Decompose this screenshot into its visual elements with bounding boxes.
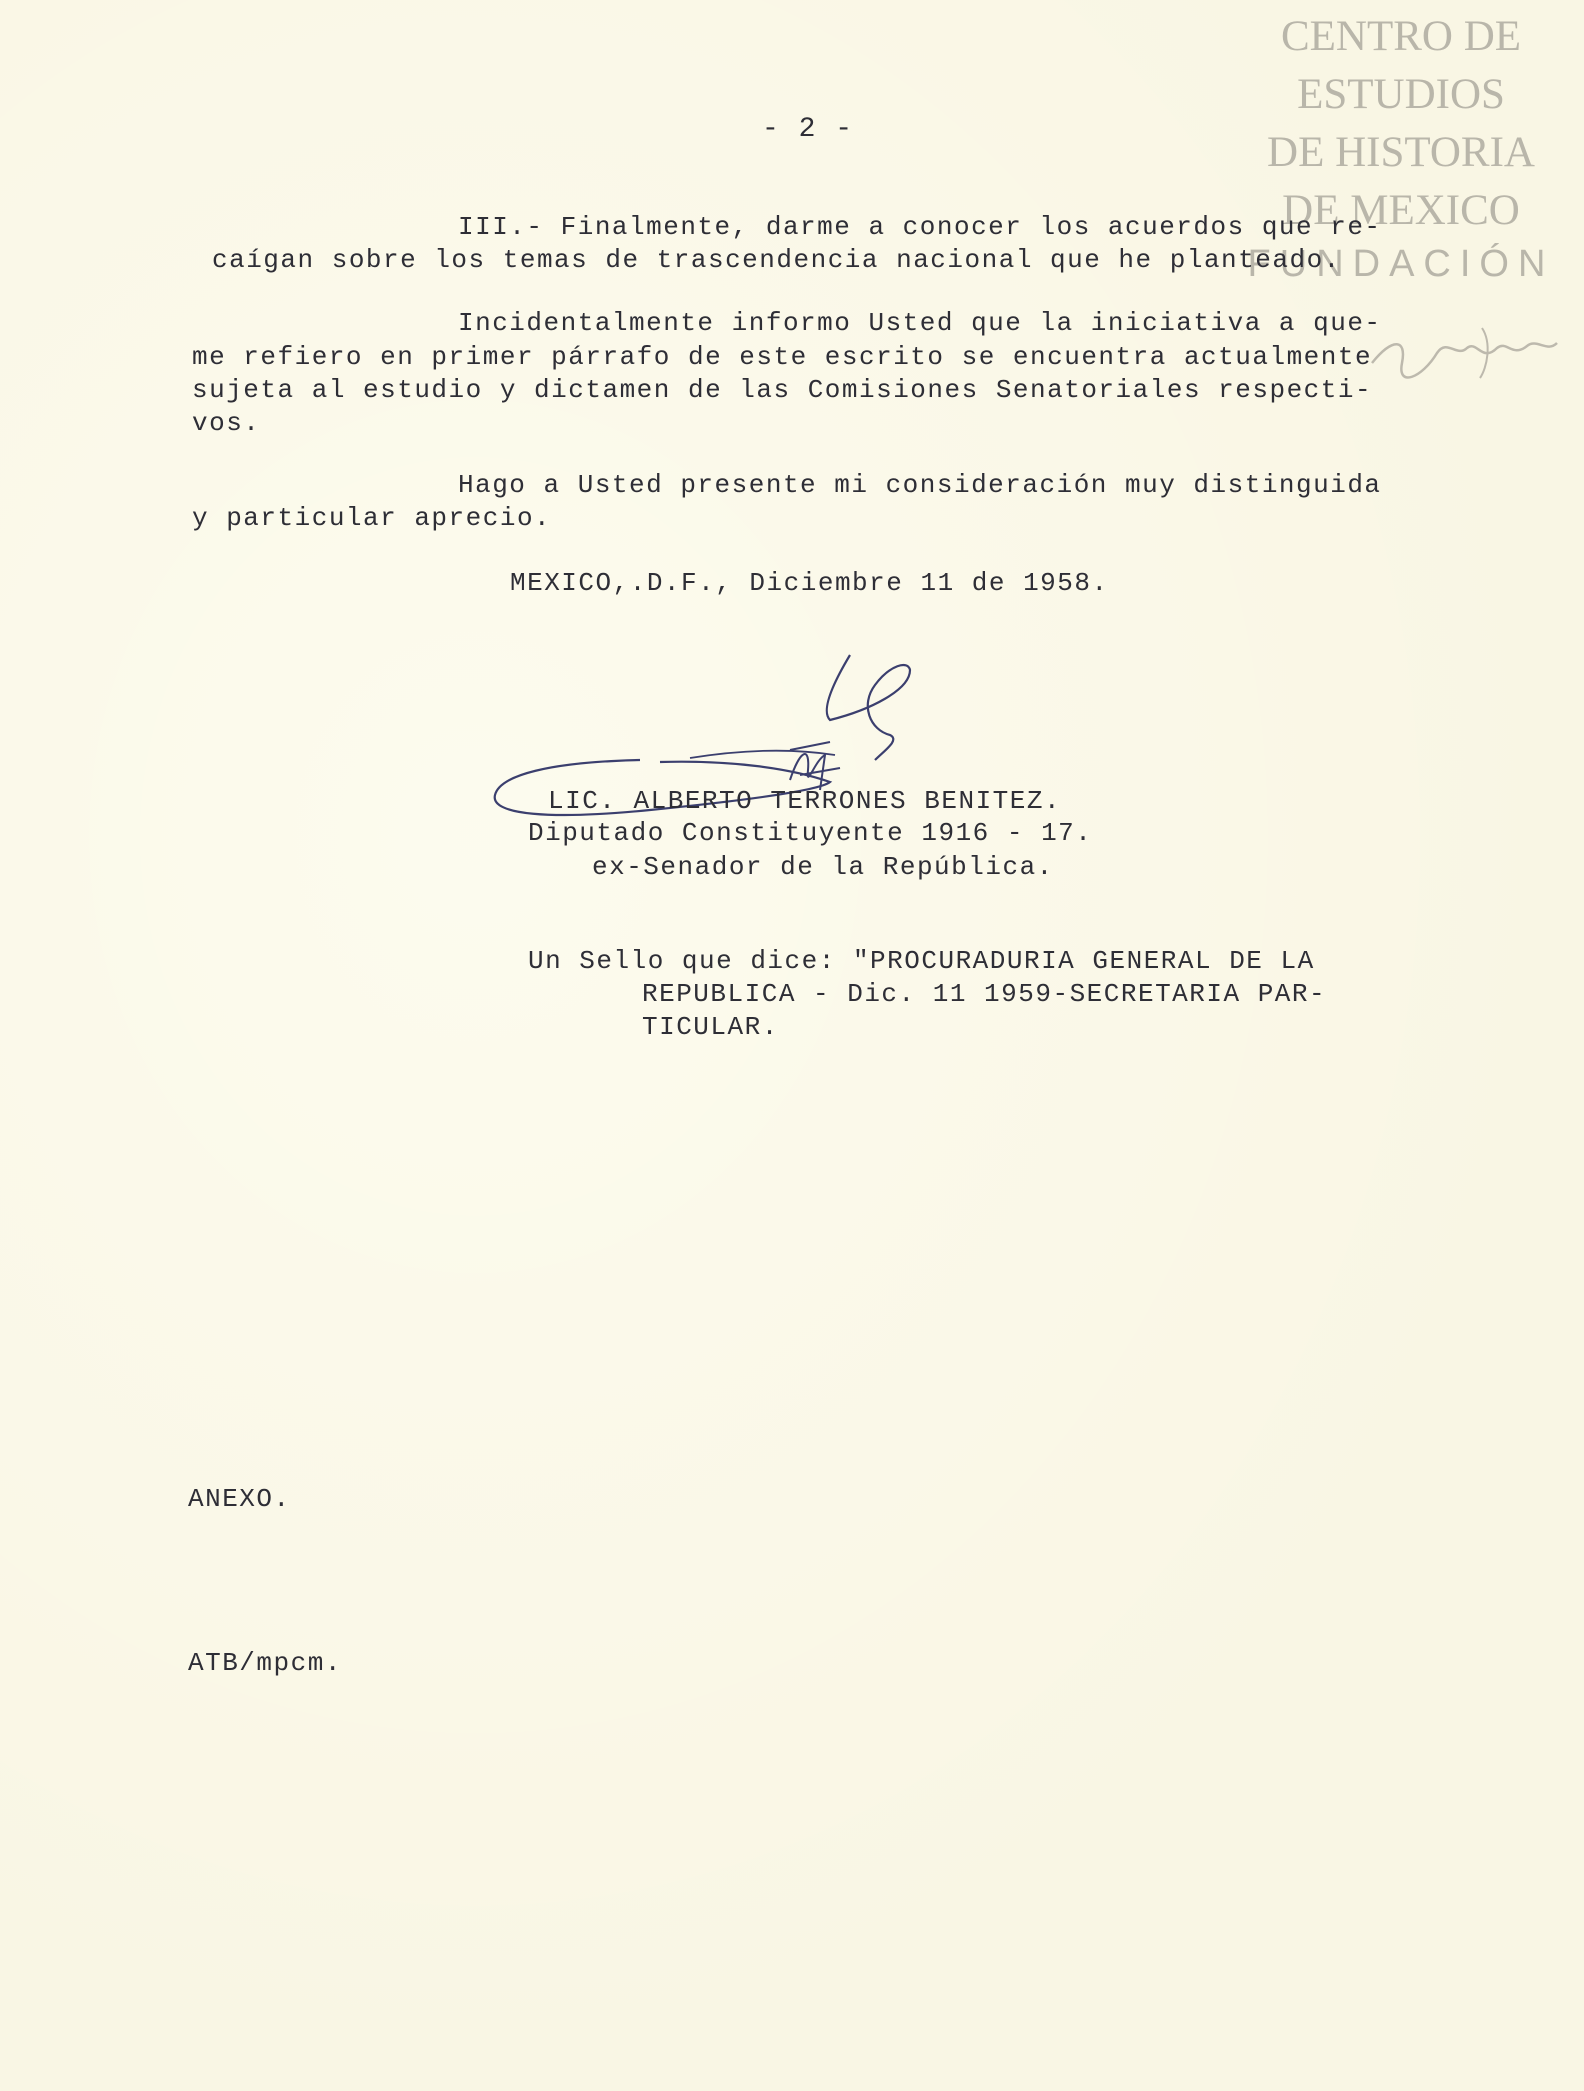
watermark-line-1: CENTRO DE: [1280, 13, 1522, 60]
watermark-line-4: DE MEXICO: [1282, 187, 1520, 234]
signatory-title-1: Diputado Constituyente 1916 - 17.: [528, 818, 1093, 848]
page-number: - 2 -: [762, 114, 854, 145]
paragraph2-line2: me refiero en primer párrafo de este escrito se encuentra actualmente: [192, 342, 1373, 372]
signatory-title-2: ex-Senador de la República.: [592, 852, 1054, 882]
paragraph2-line4: vos.: [192, 408, 261, 438]
signatory-name: LIC. ALBERTO TERRONES BENITEZ.: [548, 786, 1062, 816]
paragraph2-line3: sujeta al estudio y dictamen de las Comisiones Senatoriales respecti-: [192, 375, 1373, 405]
date-line: MEXICO,.D.F., Diciembre 11 de 1958.: [510, 568, 1109, 598]
paragraph3-line1: Hago a Usted presente mi consideración muy distinguida: [458, 470, 1382, 500]
watermark-line-2: ESTUDIOS: [1297, 71, 1505, 118]
annex-label: ANEXO.: [188, 1484, 291, 1514]
reference-initials: ATB/mpcm.: [188, 1648, 342, 1678]
paragraph2-line1: Incidentalmente informo Usted que la iniciativa a que-: [458, 308, 1382, 338]
watermark-line-3: DE HISTORIA: [1267, 129, 1535, 176]
watermark-signature-icon: [1362, 318, 1562, 388]
watermark-foundation: FUNDACIÓN: [1247, 243, 1555, 285]
seal-line-2: REPUBLICA - Dic. 11 1959-SECRETARIA PAR-: [642, 979, 1327, 1009]
paragraph1-line1: III.- Finalmente, darme a conocer los acuerdos que re-: [458, 212, 1382, 242]
seal-line-3: TICULAR.: [642, 1012, 779, 1042]
seal-line-1: Un Sello que dice: "PROCURADURIA GENERAL DE LA: [528, 946, 1315, 976]
paragraph3-line2: y particular aprecio.: [192, 503, 552, 533]
paragraph1-line2: caígan sobre los temas de trascendencia nacional que he planteado.: [212, 245, 1341, 275]
